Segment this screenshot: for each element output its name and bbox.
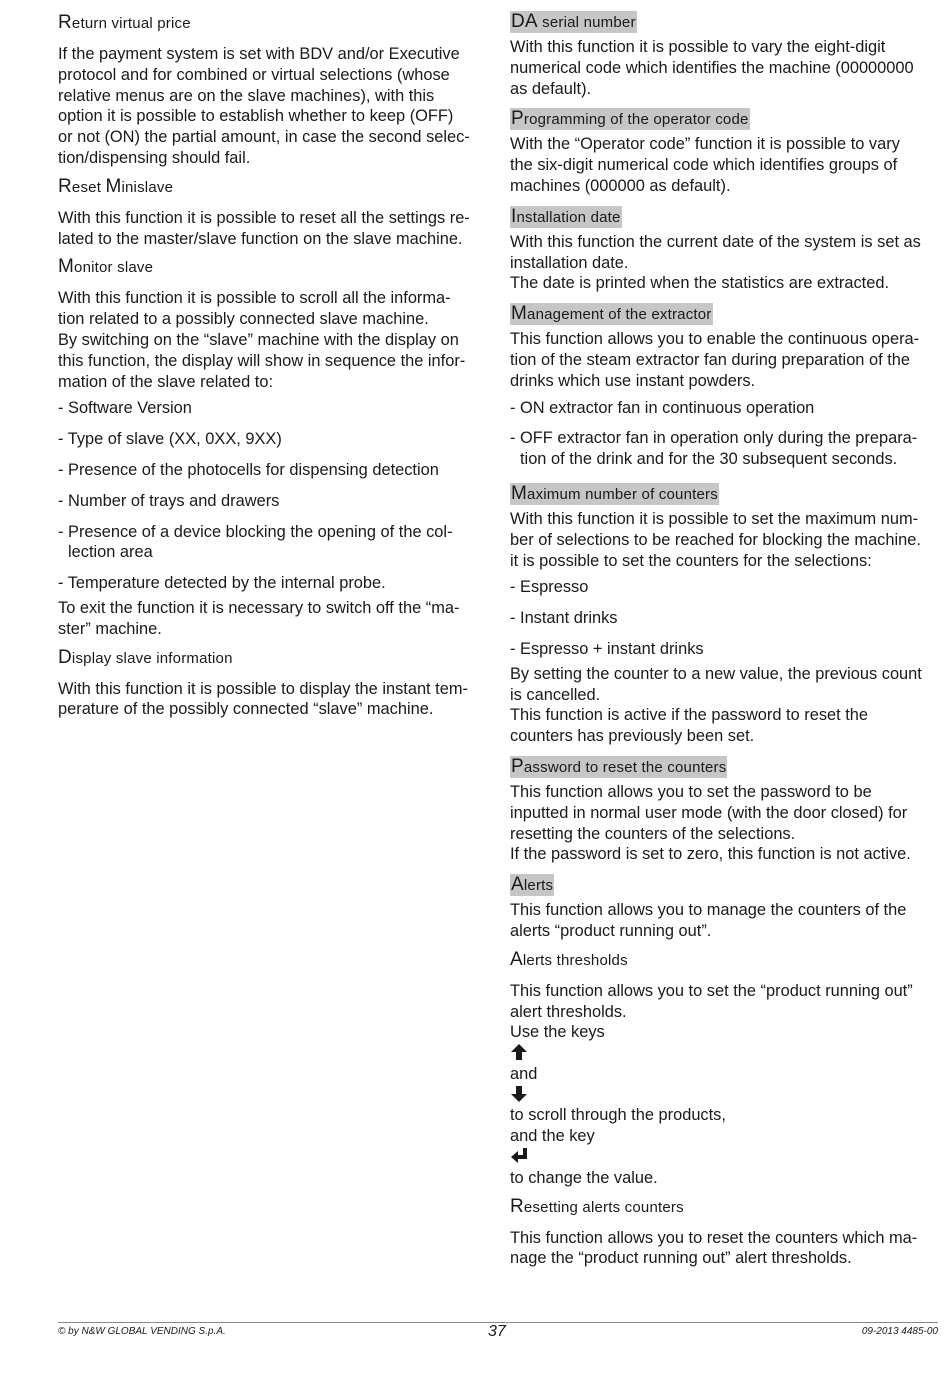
paragraph-alerts: This function allows you to manage the counters of the alerts “product running out”. xyxy=(510,901,907,940)
heading-management-extractor: Management of the extractor xyxy=(511,303,712,325)
heading-password-reset-counters: Password to reset the counters xyxy=(511,755,727,777)
paragraph-installation-date: With this function the current date of the system is set as installation date. The date is printed when the statistics are extracted. xyxy=(510,232,921,293)
page-number: 37 xyxy=(488,1323,506,1340)
list-item: - Instant drinks xyxy=(510,609,618,628)
paragraph-maximum-number-counters-after: By setting the counter to a new value, the previous count is cancelled. This function is active if the password to reset the counters has previously been set. xyxy=(510,664,922,746)
list-item: - Software Version xyxy=(58,399,192,418)
paragraph-monitor-slave: With this function it is possible to scroll all the informa- tion related to a possibly connected slave machine. By switching on the “slave” machine with the display on this function, the display will show in sequence the infor- mation of the slave related to: xyxy=(58,289,466,391)
list-item: - Presence of a device blocking the opening of the col- lection area xyxy=(58,522,453,562)
paragraph-return-virtual-price: If the payment system is set with BDV and/or Executive protocol and for combined or virtual selections (whose relative menus are on the slave machines), with this option it is possible to establish whether to keep (OFF) or not (ON) the partial amount, in case the second selec- tion/dispensing should fail. xyxy=(58,45,470,167)
heading-installation-date: Installation date xyxy=(511,205,621,227)
paragraph-display-slave-information: With this function it is possible to display the instant tem- perature of the possibly connected “slave” machine. xyxy=(58,679,468,719)
paragraph-monitor-slave-exit: To exit the function it is necessary to switch off the “ma- ster” machine. xyxy=(58,598,460,638)
heading-return-virtual-price: Return virtual price xyxy=(58,12,191,33)
paragraph-alerts-thresholds: This function allows you to set the “product running out” alert thresholds. Use the keys and to scroll through the products, and the key to change the value. xyxy=(510,981,913,1187)
paragraph-programming-operator-code: With the “Operator code” function it is possible to vary the six-digit numerical code which identifies groups of machines (000000 as default). xyxy=(510,135,900,195)
left-column xyxy=(58,8,486,726)
list-item: - Type of slave (XX, 0XX, 9XX) xyxy=(58,430,282,449)
heading-resetting-alerts-counters: Resetting alerts counters xyxy=(510,1195,684,1217)
list-item: - Presence of the photocells for dispensing detection xyxy=(58,460,439,479)
heading-monitor-slave: Monitor slave xyxy=(58,256,154,278)
list-item: - Number of trays and drawers xyxy=(58,491,280,510)
heading-da-serial-number: DA serial number xyxy=(511,11,636,32)
footer-doc-code: 09-2013 4485-00 xyxy=(861,1326,938,1337)
heading-reset-minislave: Reset Minislave xyxy=(58,175,174,197)
list-item: - Espresso + instant drinks xyxy=(510,639,704,658)
heading-programming-operator-code: Programming of the operator code xyxy=(511,108,749,130)
paragraph-da-serial-number: With this function it is possible to vary the eight-digit numerical code which identifies the machine (00000000 as default). xyxy=(510,38,914,98)
footer-copyright: © by N&W GLOBAL VENDING S.p.A. xyxy=(58,1326,226,1337)
enter-key-icon xyxy=(510,1147,528,1165)
arrow-down-icon xyxy=(510,1085,528,1103)
paragraph-resetting-alerts-counters: This function allows you to reset the counters which ma- nage the “product running out” alert thresholds. xyxy=(510,1228,918,1268)
heading-alerts: Alerts xyxy=(511,874,554,896)
list-item: - Espresso xyxy=(510,578,589,597)
list-item: - OFF extractor fan in operation only during the prepara- tion of the drink and for the 30 subsequent seconds. xyxy=(510,429,918,469)
heading-alerts-thresholds: Alerts thresholds xyxy=(510,948,628,970)
arrow-up-icon xyxy=(510,1043,528,1061)
paragraph-password-reset-counters: This function allows you to set the password to be inputted in normal user mode (with the door closed) for resetting the counters of the selections. If the password is set to zero, this function is not active. xyxy=(510,782,911,864)
paragraph-management-extractor: This function allows you to enable the continuous opera- tion of the steam extractor fan during preparation of the drinks which use instant powders. xyxy=(510,330,920,390)
heading-maximum-number-counters: Maximum number of counters xyxy=(511,482,718,504)
heading-display-slave-information: Display slave information xyxy=(58,646,233,668)
paragraph-maximum-number-counters: With this function it is possible to set the maximum num- ber of selections to be reached for blocking the machine. it is possible to set the counters for the selections: xyxy=(510,509,921,570)
paragraph-reset-minislave: With this function it is possible to reset all the settings re- lated to the master/slave function on the slave machine. xyxy=(58,208,470,248)
list-item: - Temperature detected by the internal probe. xyxy=(58,574,386,593)
list-item: - ON extractor fan in continuous operation xyxy=(510,398,815,417)
right-column xyxy=(510,8,938,1275)
